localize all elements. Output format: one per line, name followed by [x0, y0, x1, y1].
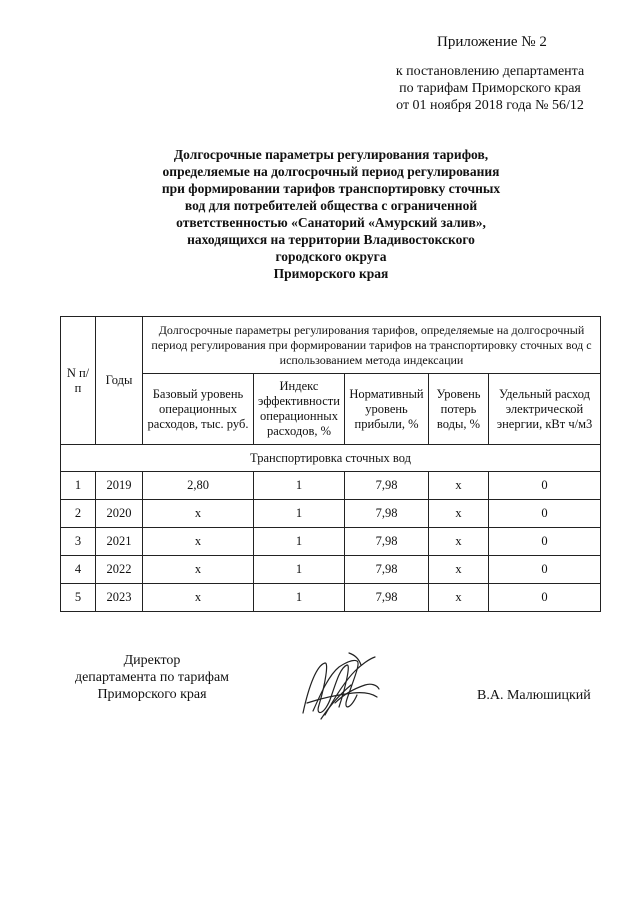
table-row	[61, 556, 601, 584]
table-row	[61, 584, 601, 612]
title-line: ответственностью «Санаторий «Амурский залив»,	[176, 215, 486, 230]
table-cell: 2	[61, 500, 96, 528]
table-cell: 1	[254, 584, 345, 612]
table-cell: 5	[61, 584, 96, 612]
table-cell: 3	[61, 528, 96, 556]
signatory-name: В.А. Малюшицкий	[477, 688, 591, 703]
header-years: Годы	[96, 317, 143, 445]
appendix-title: Приложение № 2	[437, 34, 547, 50]
table-cell: 4	[61, 556, 96, 584]
table-cell: x	[143, 584, 254, 612]
table-cell: 2019	[96, 472, 143, 500]
table-cell: 1	[61, 472, 96, 500]
table-cell: 7,98	[345, 472, 429, 500]
table-cell: x	[429, 500, 489, 528]
header-base-opex: Базовый уровень операционных расходов, тыс. руб.	[143, 374, 254, 445]
position-line: Приморского края	[97, 687, 207, 702]
table-cell: 7,98	[345, 528, 429, 556]
table-cell: 0	[489, 528, 601, 556]
header-number: N п/п	[61, 317, 96, 445]
table-cell: 0	[489, 472, 601, 500]
table-cell: 2020	[96, 500, 143, 528]
table-cell: 7,98	[345, 556, 429, 584]
header-energy-consumption: Удельный расход электрической энергии, кВт ч/м3	[489, 374, 601, 445]
table-cell: 1	[254, 556, 345, 584]
parameters-table	[60, 316, 601, 612]
table-cell: x	[429, 584, 489, 612]
appendix-reference	[380, 63, 600, 114]
position-line: департамента по тарифам	[74, 670, 230, 685]
signatory-position	[62, 652, 242, 703]
title-line: определяемые на долгосрочный период регулирования	[162, 164, 500, 179]
table-cell: x	[429, 528, 489, 556]
header-water-loss: Уровень потерь воды, %	[429, 374, 489, 445]
table-cell: 0	[489, 584, 601, 612]
table-cell: x	[429, 556, 489, 584]
table-cell: 1	[254, 472, 345, 500]
title-line: городского округа	[275, 249, 387, 264]
reference-line: к постановлению департамента	[395, 64, 585, 79]
handwritten-signature	[295, 645, 385, 725]
table-cell: x	[143, 528, 254, 556]
table-cell: 0	[489, 500, 601, 528]
position-line: Директор	[123, 653, 181, 668]
reference-line: по тарифам Приморского края	[399, 81, 581, 96]
title-line: находящихся на территории Владивостокского	[187, 232, 475, 247]
reference-line: от 01 ноября 2018 года № 56/12	[396, 98, 584, 113]
table-cell: 2023	[96, 584, 143, 612]
title-line: при формировании тарифов транспортировку сточных	[161, 181, 501, 196]
section-title: Транспортировка сточных вод	[61, 445, 601, 472]
table-cell: x	[143, 556, 254, 584]
table-cell: 1	[254, 500, 345, 528]
table-cell: 7,98	[345, 500, 429, 528]
header-efficiency-index: Индекс эффективности операционных расходов, %	[254, 374, 345, 445]
document-title	[135, 146, 527, 282]
table-row	[61, 472, 601, 500]
table-cell: 1	[254, 528, 345, 556]
title-line: вод для потребителей общества с ограниченной	[184, 198, 478, 213]
header-normative-profit: Нормативный уровень прибыли, %	[345, 374, 429, 445]
table-row	[61, 528, 601, 556]
table-cell: x	[429, 472, 489, 500]
title-line: Долгосрочные параметры регулирования тарифов,	[173, 147, 489, 162]
table-cell: 2021	[96, 528, 143, 556]
title-line: Приморского края	[273, 266, 389, 281]
table-cell: 7,98	[345, 584, 429, 612]
table-cell: 2,80	[143, 472, 254, 500]
table-cell: 2022	[96, 556, 143, 584]
header-group: Долгосрочные параметры регулирования тарифов, определяемые на долгосрочный период регулирования при формировании тарифов на транспортировку сточных вод с использованием метода индексации	[143, 317, 601, 374]
table-cell: x	[143, 500, 254, 528]
table-row	[61, 500, 601, 528]
table-cell: 0	[489, 556, 601, 584]
